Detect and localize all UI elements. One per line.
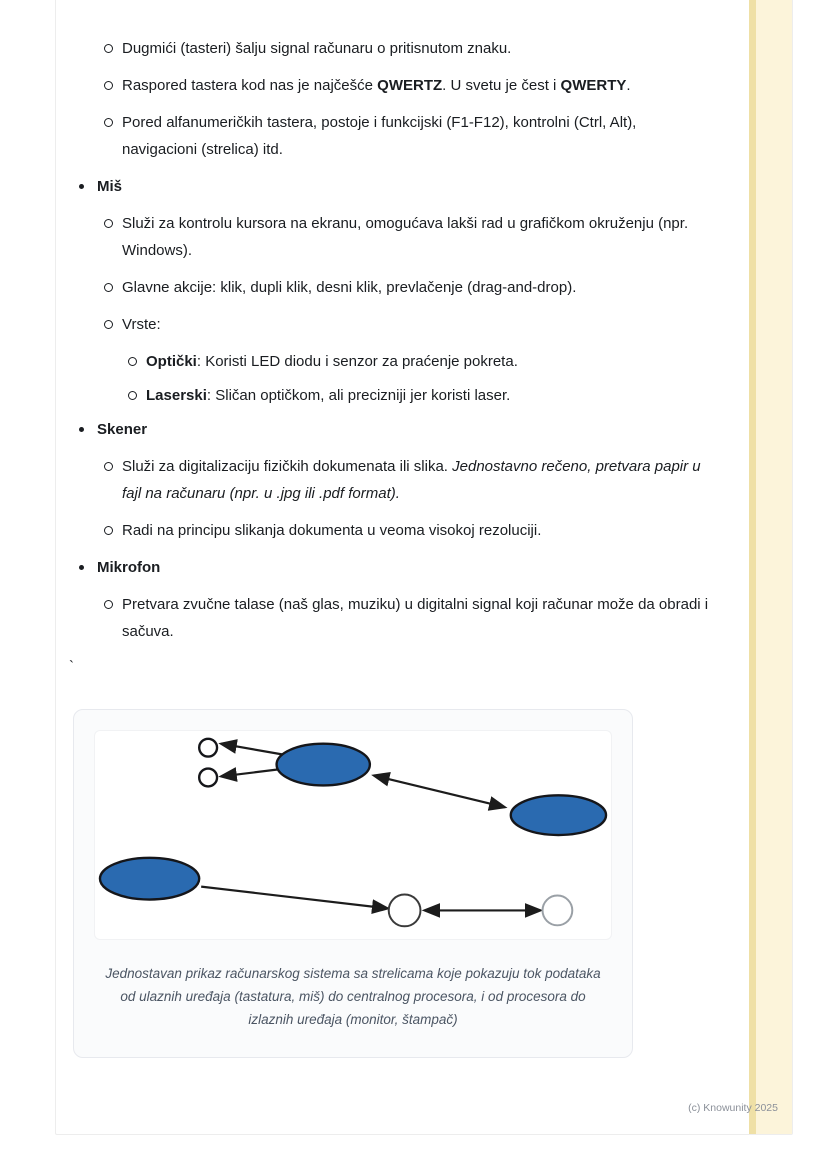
list-item-text: Vrste: [122, 316, 161, 333]
list-item [56, 311, 714, 338]
list-item [56, 382, 714, 409]
bullet-marker [104, 517, 122, 544]
list-item [56, 72, 714, 99]
list-item [56, 517, 714, 544]
stray-backtick: ` [69, 658, 74, 675]
list-item [56, 173, 714, 200]
list-item [56, 453, 714, 507]
list-item [56, 416, 714, 443]
list-item [56, 210, 714, 264]
document-page [55, 0, 793, 1135]
small-circle-node-2 [199, 769, 217, 787]
bullet-marker [104, 311, 122, 338]
bullet-marker [79, 554, 97, 581]
list-item-text: Raspored tastera kod nas je najčešće QWERTZ. U svetu je čest i QWERTY. [122, 77, 631, 94]
list-item [56, 274, 714, 301]
bullet-marker [104, 591, 122, 618]
list-item-text: Miš [97, 178, 123, 195]
circle-node-right [543, 896, 573, 926]
small-circle-node-1 [199, 739, 217, 757]
list-item-text: Služi za kontrolu kursora na ekranu, omogućava lakši rad u grafičkom okruženju (npr. Windows). [122, 215, 689, 259]
list-item-text: Mikrofon [97, 559, 161, 576]
notes-content [56, 0, 792, 1058]
ellipse-node-top [277, 744, 370, 786]
bullet-marker [104, 109, 122, 136]
bullet-marker [104, 35, 122, 62]
list-item [56, 109, 714, 163]
bullet-marker [104, 210, 122, 237]
copyright-notice: (c) Knowunity 2025 [688, 1102, 778, 1114]
list-item [56, 591, 714, 645]
list-item-text: Laserski: Sličan optičkom, ali precizniji jer koristi laser. [146, 387, 511, 404]
list-item-text: Služi za digitalizaciju fizičkih dokumenata ili slika. Jednostavno rečeno, pretvara papir u fajl na računaru (npr. u .jpg ili .pdf format). [122, 458, 701, 502]
figure-caption: Jednostavan prikaz računarskog sistema sa strelicama koje pokazuju tok podataka od ulaznih uređaja (tastatura, miš) do centralnog procesora, i od procesora do izlaznih uređaja (monitor, štampač) [105, 966, 601, 1027]
bullet-marker [79, 416, 97, 443]
arrow-double-top-right [374, 775, 505, 807]
list-item [56, 35, 714, 62]
circle-node-left [389, 895, 421, 927]
bullet-marker [128, 382, 146, 409]
list-item-text: Glavne akcije: klik, dupli klik, desni klik, prevlačenje (drag-and-drop). [122, 279, 577, 296]
figure-card [73, 709, 633, 1058]
arrow-cpu-to-circle-1 [221, 744, 284, 755]
list-item [56, 348, 714, 375]
system-diagram [95, 731, 611, 940]
list-item-text: Optički: Koristi LED diodu i senzor za praćenje pokreta. [146, 353, 518, 370]
bullet-marker [79, 173, 97, 200]
arrow-cpu-to-circle-2 [221, 770, 278, 777]
list-item-text: Pored alfanumeričkih tastera, postoje i funkcijski (F1-F12), kontrolni (Ctrl, Alt), navigacioni (strelica) itd. [122, 114, 637, 158]
diagram-panel [94, 730, 612, 940]
list-item-text: Skener [97, 421, 148, 438]
bullet-marker [128, 348, 146, 375]
arrow-bottom-long [201, 887, 388, 909]
bullet-marker [104, 72, 122, 99]
bullet-marker [104, 453, 122, 480]
ellipse-node-right [511, 795, 606, 835]
list-item-text: Dugmići (tasteri) šalju signal računaru o pritisnutom znaku. [122, 40, 512, 57]
list-item-text: Radi na principu slikanja dokumenta u veoma visokoj rezoluciji. [122, 522, 542, 539]
list-item-text: Pretvara zvučne talase (naš glas, muziku) u digitalni signal koji računar može da obradi i sačuva. [122, 596, 709, 640]
ellipse-node-bottom [100, 858, 199, 900]
list-item [56, 554, 714, 581]
bullet-marker [104, 274, 122, 301]
